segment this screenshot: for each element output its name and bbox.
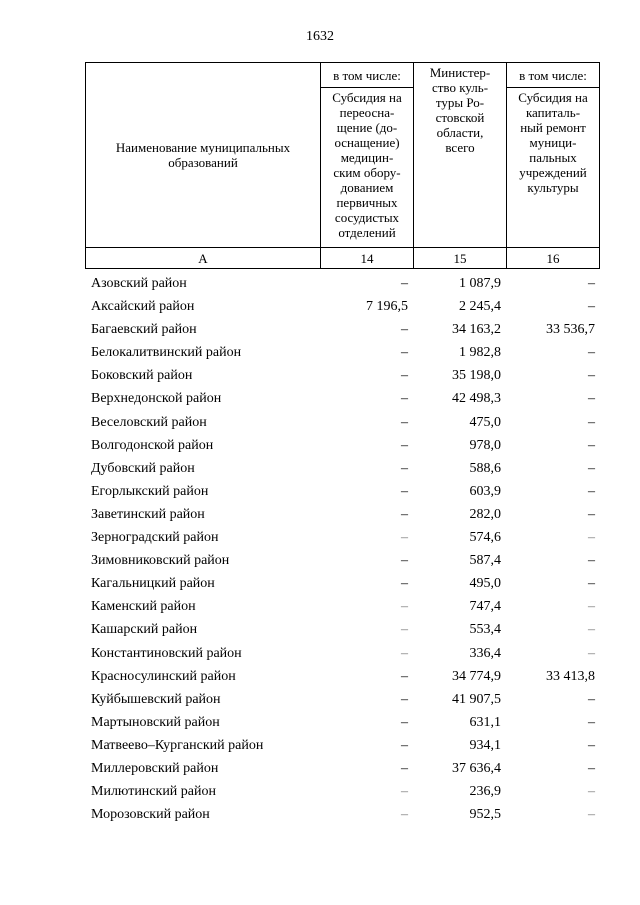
row-col-16: – [588, 807, 595, 823]
column-14-header [321, 88, 414, 248]
column-16-group-label: в том числе: [519, 67, 587, 83]
row-col-14: – [401, 760, 408, 776]
row-col-16: – [588, 553, 595, 569]
row-col-16: – [588, 691, 595, 707]
column-number-14: 14 [321, 248, 414, 269]
column-16-title-line: культуры [527, 180, 579, 195]
row-col-14: – [401, 737, 408, 753]
column-16-header [507, 88, 600, 248]
row-col-16: 33 536,7 [546, 322, 595, 338]
column-14-title-line: оснащение) [334, 135, 400, 150]
table-row [0, 364, 640, 387]
column-number-16: 16 [507, 248, 600, 269]
row-name: Куйбышевский район [91, 691, 221, 707]
row-col-16: – [588, 622, 595, 638]
page-number: 1632 [306, 29, 334, 44]
column-16-title-line: учреждений [519, 165, 587, 180]
row-name: Боковский район [91, 368, 193, 384]
row-name: Каменский район [91, 599, 196, 615]
row-col-15: 475,0 [469, 414, 501, 430]
row-col-14: – [401, 391, 408, 407]
column-14-group [321, 63, 414, 88]
row-col-14: – [401, 553, 408, 569]
row-name: Азовский район [91, 276, 187, 291]
column-14-title-line: медицин- [340, 150, 394, 165]
column-15-title-line: Министер- [429, 65, 491, 80]
row-col-14: – [401, 437, 408, 453]
column-15-title-line: области, [436, 125, 484, 140]
row-col-15: 603,9 [469, 483, 501, 499]
row-col-16: – [588, 530, 595, 546]
column-14-title-line: первичных [336, 195, 398, 210]
row-col-14: – [401, 784, 408, 800]
row-col-15: 978,0 [469, 437, 501, 453]
row-col-14: – [401, 414, 408, 430]
column-14-title-line: Субсидия на [332, 90, 402, 105]
table-row [0, 387, 640, 410]
row-col-15: 236,9 [469, 784, 501, 800]
row-col-14: – [401, 460, 408, 476]
table-row [0, 295, 640, 318]
table-row [0, 618, 640, 641]
row-col-14: – [401, 645, 408, 661]
table-row [0, 318, 640, 341]
row-name: Багаевский район [91, 322, 197, 338]
row-name: Морозовский район [91, 807, 210, 823]
row-name: Верхнедонской район [91, 391, 222, 407]
row-col-15: 34 163,2 [452, 322, 501, 338]
row-name: Милютинский район [91, 784, 217, 800]
row-name: Мартыновский район [91, 714, 220, 730]
row-col-16: – [588, 345, 595, 361]
table-row [0, 480, 640, 503]
table-row [0, 526, 640, 549]
column-16-title-line: Субсидия на [518, 90, 588, 105]
column-14-title-line: дованием [340, 180, 394, 195]
table-row [0, 803, 640, 826]
column-header-name [86, 63, 321, 248]
column-16-title-line: муници- [529, 135, 577, 150]
row-col-15: 2 245,4 [459, 299, 501, 315]
row-col-16: – [588, 368, 595, 384]
row-col-14: – [401, 530, 408, 546]
row-name: Миллеровский район [91, 760, 219, 776]
row-name: Зерноградский район [91, 530, 219, 546]
table-header [85, 62, 600, 269]
table-row [0, 341, 640, 364]
row-col-16: – [588, 576, 595, 592]
column-15-title-line: всего [445, 140, 475, 155]
row-col-15: 587,4 [469, 553, 501, 569]
table-row [0, 711, 640, 734]
row-col-14: – [401, 622, 408, 638]
row-name: Егорлыкский район [91, 483, 209, 499]
column-14-group-label: в том числе: [333, 67, 401, 83]
row-name: Матвеево–Курганский район [91, 737, 264, 753]
row-col-14: – [401, 322, 408, 338]
column-16-title-line: ный ремонт [520, 120, 586, 135]
row-col-14: – [401, 668, 408, 684]
row-col-14: – [401, 807, 408, 823]
row-col-16: – [588, 460, 595, 476]
column-14-title-line: отделений [338, 225, 396, 240]
table-row [0, 780, 640, 803]
column-header-name-text: Наименование муниципальных образований [115, 140, 291, 170]
row-col-16: – [588, 437, 595, 453]
row-col-14: – [401, 599, 408, 615]
column-16-title-line: капиталь- [525, 105, 581, 120]
row-col-14: – [401, 714, 408, 730]
column-16-title-line: пальных [529, 150, 577, 165]
row-col-15: 37 636,4 [452, 760, 501, 776]
column-15-title-line: стовской [435, 110, 485, 125]
table-row [0, 457, 640, 480]
row-col-16: – [588, 506, 595, 522]
row-col-14: – [401, 368, 408, 384]
table-row [0, 272, 640, 295]
column-number-a: А [86, 248, 321, 269]
row-col-15: 1 982,8 [459, 345, 501, 361]
row-col-16: – [588, 299, 595, 315]
column-15-title-line: туры Ро- [435, 95, 485, 110]
row-col-15: 631,1 [469, 714, 501, 730]
row-col-15: 934,1 [469, 737, 501, 753]
table-row [0, 642, 640, 665]
row-name: Дубовский район [91, 460, 195, 476]
row-col-16: – [588, 645, 595, 661]
row-col-15: 1 087,9 [459, 276, 501, 291]
column-14-title-line: щение (до- [336, 120, 398, 135]
row-col-16: – [588, 714, 595, 730]
row-col-14: – [401, 506, 408, 522]
row-name: Волгодонской район [91, 437, 214, 453]
row-col-15: 35 198,0 [452, 368, 501, 384]
row-col-15: 588,6 [469, 460, 501, 476]
table-row [0, 688, 640, 711]
row-col-15: 336,4 [469, 645, 501, 661]
column-15-title-line: ство куль- [431, 80, 489, 95]
row-col-15: 34 774,9 [452, 668, 501, 684]
row-col-14: – [401, 345, 408, 361]
row-name: Аксайский район [91, 299, 195, 315]
row-col-16: – [588, 784, 595, 800]
table-row [0, 411, 640, 434]
row-col-14: – [401, 576, 408, 592]
row-name: Красносулинский район [91, 668, 236, 684]
table-row [0, 572, 640, 595]
row-name: Веселовский район [91, 414, 207, 430]
table-row [0, 665, 640, 688]
row-col-15: 495,0 [469, 576, 501, 592]
row-name: Кашарский район [91, 622, 198, 638]
row-col-16: – [588, 599, 595, 615]
table-row [0, 734, 640, 757]
table-body [0, 272, 640, 826]
row-col-14: – [401, 691, 408, 707]
table-row [0, 595, 640, 618]
row-name: Белокалитвинский район [91, 345, 242, 361]
row-col-15: 42 498,3 [452, 391, 501, 407]
column-16-group [507, 63, 600, 88]
row-col-16: – [588, 483, 595, 499]
row-col-15: 41 907,5 [452, 691, 501, 707]
row-name: Кагальницкий район [91, 576, 215, 592]
row-col-16: – [588, 414, 595, 430]
row-col-15: 574,6 [469, 530, 501, 546]
table-row [0, 434, 640, 457]
row-col-16: – [588, 391, 595, 407]
row-col-14: 7 196,5 [366, 299, 408, 315]
row-name: Зимовниковский район [91, 553, 230, 569]
row-col-15: 952,5 [469, 807, 501, 823]
row-col-16: – [588, 276, 595, 291]
row-col-14: – [401, 483, 408, 499]
column-number-15: 15 [414, 248, 507, 269]
column-15-header [414, 63, 507, 248]
table-row [0, 549, 640, 572]
column-14-title-line: переосна- [339, 105, 395, 120]
row-col-14: – [401, 276, 408, 291]
row-col-16: 33 413,8 [546, 668, 595, 684]
table-row [0, 757, 640, 780]
row-col-16: – [588, 760, 595, 776]
row-col-15: 747,4 [469, 599, 501, 615]
column-14-title-line: сосудистых [334, 210, 400, 225]
column-14-title-line: ским обору- [333, 165, 401, 180]
row-col-15: 553,4 [469, 622, 501, 638]
row-col-15: 282,0 [469, 506, 501, 522]
row-name: Константиновский район [91, 645, 242, 661]
table-row [0, 503, 640, 526]
row-name: Заветинский район [91, 506, 205, 522]
row-col-16: – [588, 737, 595, 753]
